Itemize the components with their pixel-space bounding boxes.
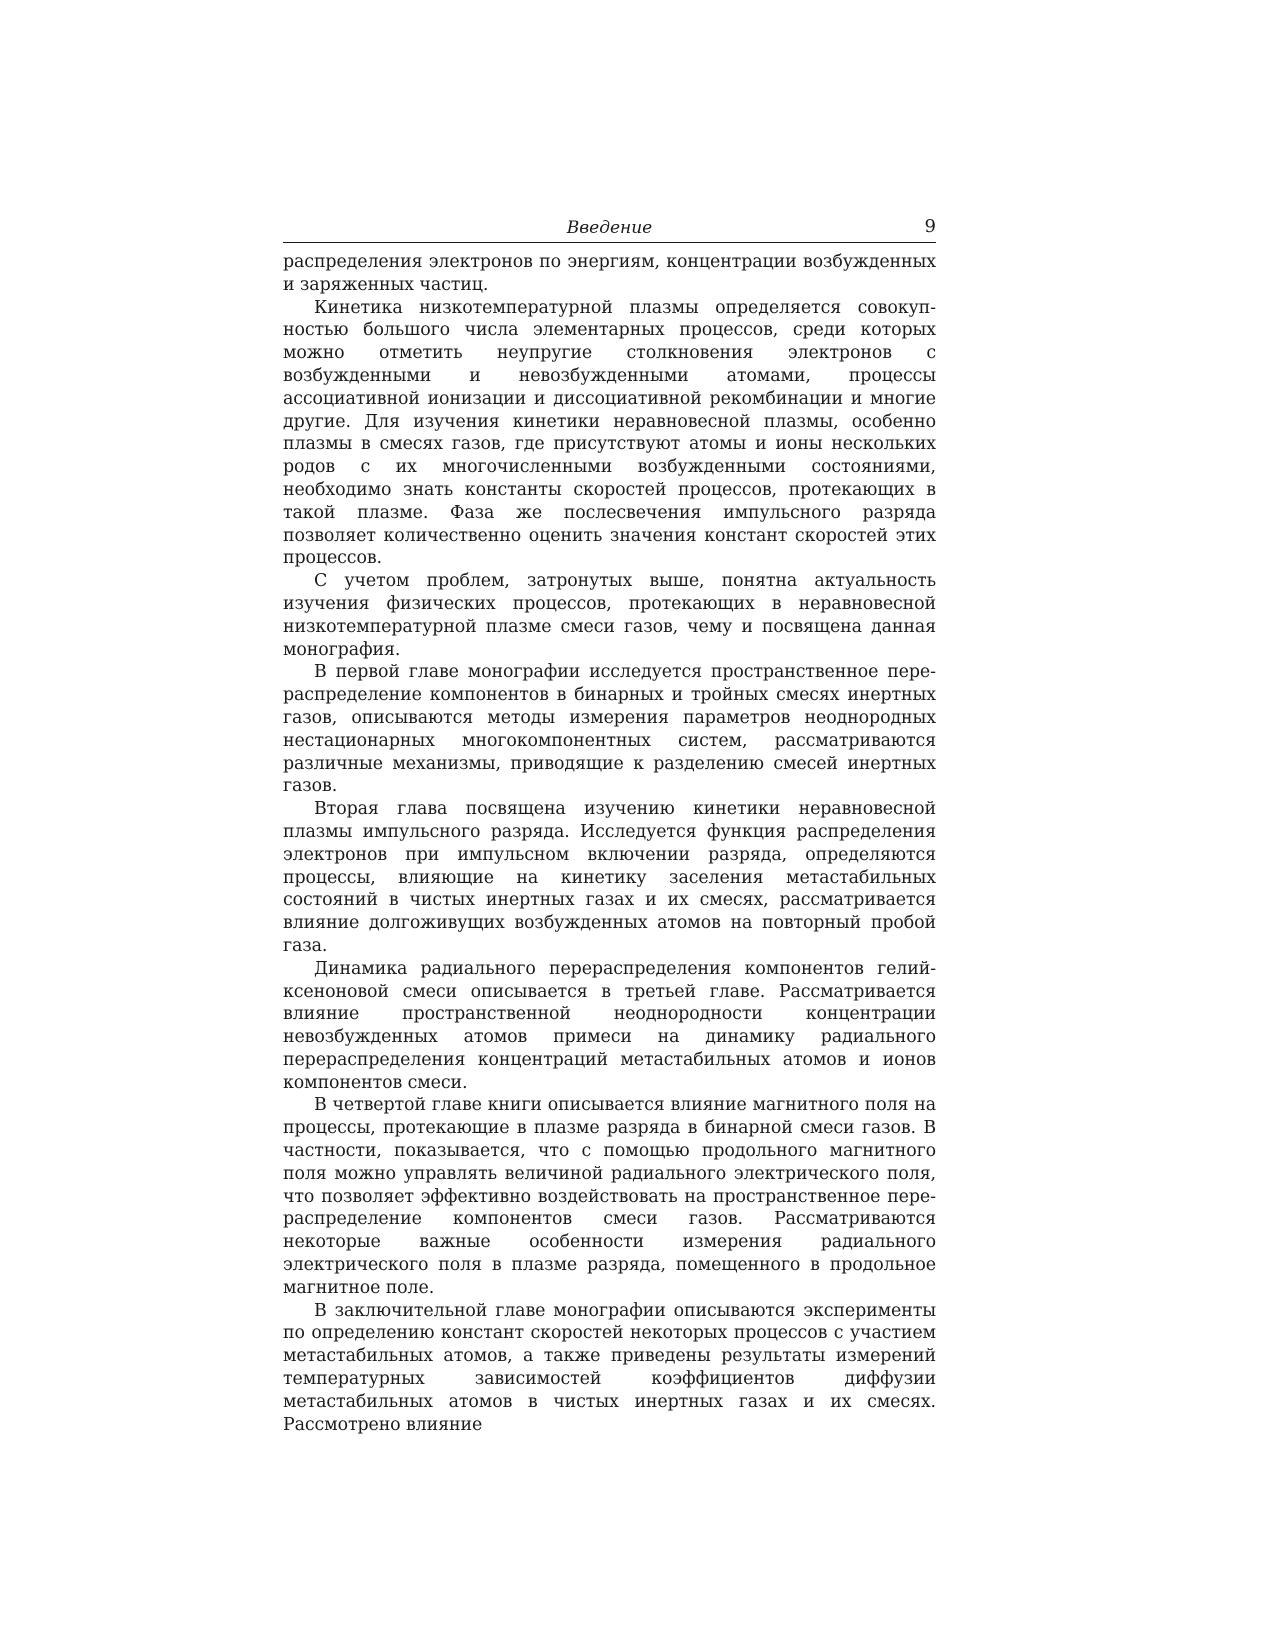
paragraph: С учетом проблем, затронутых выше, понятна актуальность изучения физических процессов, протекающих в неравновесной низкотемпературной плазме смеси газов, чему и посвящена данная монография. [283, 571, 936, 660]
body-text [283, 251, 936, 1436]
paragraph: Динамика радиального перераспределения компонентов гелий-ксеноновой смеси описывается в третьей главе. Рассматривается влияние пространственной неоднородности концентрации невозбужденных атомов примеси на динамику радиального перераспределения концентраций метастабильных атомов и ионов компонентов смеси. [283, 958, 936, 1093]
paragraph: распределения электронов по энергиям, концентрации возбужденных и заряженных частиц. [283, 252, 936, 295]
page-number: 9 [924, 216, 936, 237]
chapter-title: Введение [566, 218, 653, 238]
running-head [283, 214, 936, 243]
paragraph: Вторая глава посвящена изучению кинетики неравновесной плазмы импульсного разряда. Исследуется функция распределения электронов при импульсном включении разряда, определяются процессы, влияющие на кинетику заселения метастабильных состояний в чистых инертных газах и их смесях, рассматривается влияние долгоживущих возбужденных атомов на повторный пробой газа. [283, 799, 936, 956]
book-page [283, 214, 936, 1436]
paragraph: В четвертой главе книги описывается влияние магнитного поля на процессы, протекающие в плазме разряда в бинарной смеси газов. В частности, показывается, что с помощью продольного магнитного поля можно управлять величиной радиального электрического поля, что позволяет эффективно воздействовать на пространственное перераспределение компонентов смеси газов. Рассматриваются некоторые важные особенности измерения радиального электрического поля в плазме разряда, помещенного в продольное магнитное поле. [283, 1095, 936, 1298]
paragraph: В заключительной главе монографии описываются эксперименты по определению констант скоростей некоторых процессов с участием метастабильных атомов, а также приведены результаты измерений температурных зависимостей коэффициентов диффузии метастабильных атомов в чистых инертных газах и их смесях. Рассмотрено влияние [283, 1300, 936, 1435]
paragraph: В первой главе монографии исследуется пространственное перераспределение компонентов в бинарных и тройных смесях инертных газов, описываются методы измерения параметров неоднородных нестационарных многокомпонентных систем, рассматриваются различные механизмы, приводящие к разделению смесей инертных газов. [283, 662, 936, 797]
paragraph: Кинетика низкотемпературной плазмы определяется совокупностью большого числа элементарных процессов, среди которых можно отметить неупругие столкновения электронов с возбужденными и невозбужденными атомами, процессы ассоциативной ионизации и диссоциативной рекомбинации и многие другие. Для изучения кинетики неравновесной плазмы, особенно плазмы в смесях газов, где присутствуют атомы и ионы нескольких родов с их многочисленными возбужденными состояниями, необходимо знать константы скоростей процессов, протекающих в такой плазме. Фаза же послесвечения импульсного разряда позволяет количественно оценить значения констант скоростей этих процессов. [283, 297, 936, 569]
